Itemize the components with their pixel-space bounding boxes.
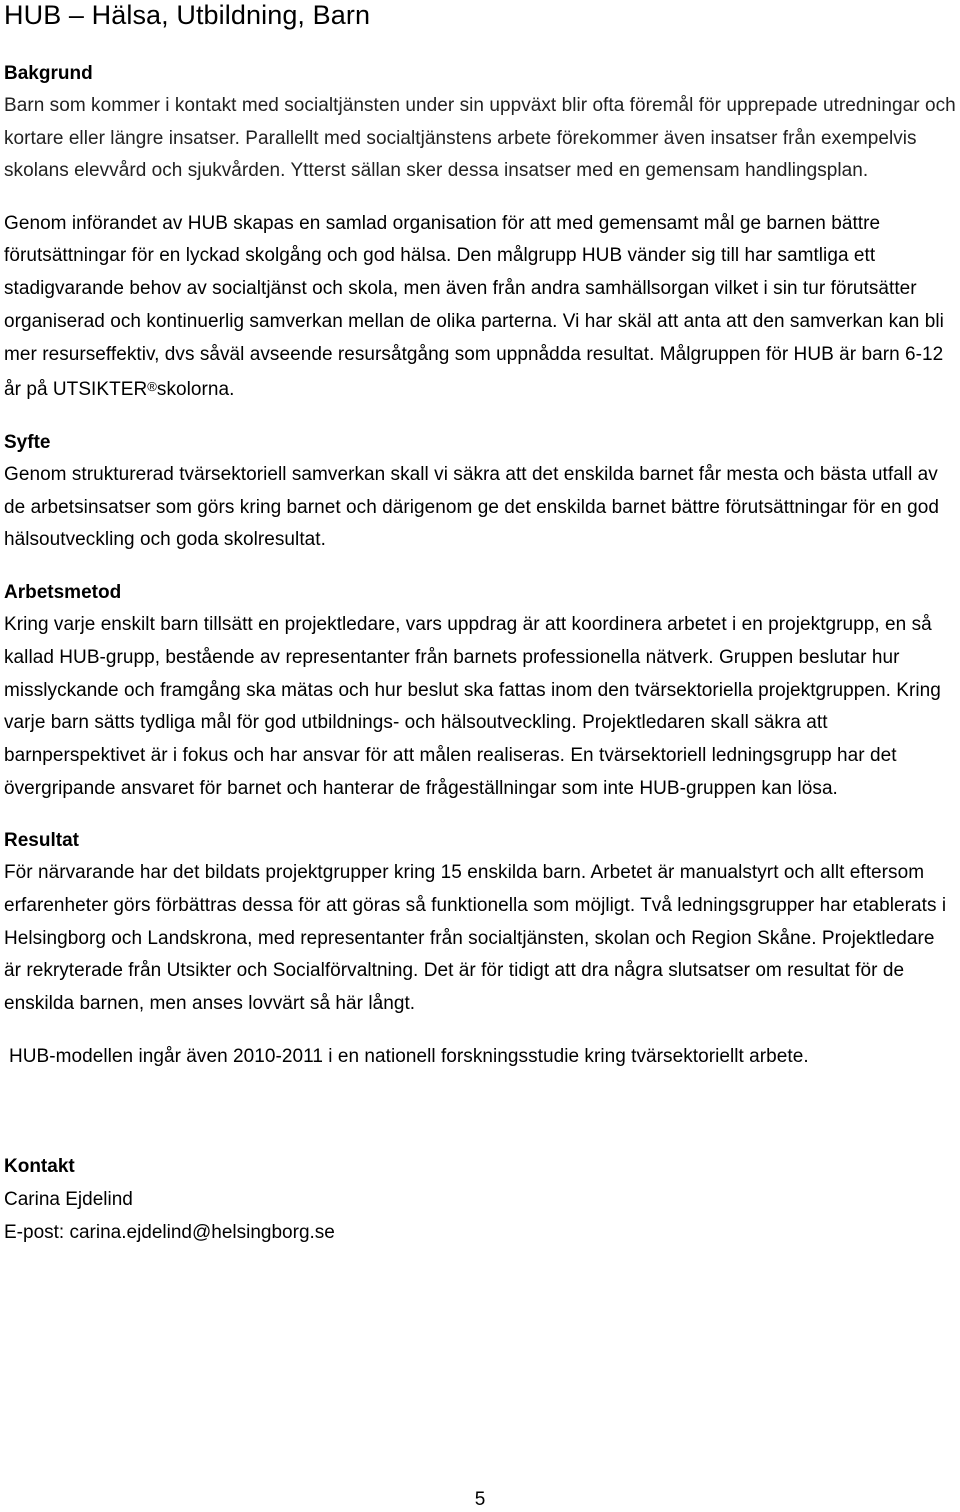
research-study-note: HUB-modellen ingår även 2010-2011 i en nationell forskningsstudie kring tvärsektoriellt arbete. <box>9 1045 809 1067</box>
result-paragraph: För närvarande har det bildats projektgrupper kring 15 enskilda barn. Arbetet är manualstyrt och allt eftersom erfarenheter görs förbättras dessa för att göras så funktionella som möjligt. Två ledningsgrupper har etablerats i Helsingborg och Landskrona, med representanter från socialtjänsten, skolan och Region Skåne. Projektledare är rekryterade från Utsikter och Socialförvaltning. Det är för tidigt att dra några slutsatser om resultat för de enskilda barnen, men anses lovvärt så här långt. <box>4 862 947 1015</box>
method-heading: Arbetsmetod <box>4 582 122 604</box>
background-heading: Bakgrund <box>4 63 93 84</box>
spacer <box>4 30 956 57</box>
purpose-heading: Syfte <box>4 432 51 453</box>
spacer <box>4 407 956 426</box>
spacer <box>4 1074 956 1150</box>
background-section <box>4 57 956 407</box>
purpose-section <box>4 426 956 557</box>
background-hub-text: Genom införandet av HUB skapas en samlad organisation för att med gemensamt mål ge barnen bättre förutsättningar för en lyckad skolgång och god hälsa. Den målgrupp HUB vänder sig till har samtliga ett stadigvarande behov av socialtjänst och skola, men även från andra samhällsorgan vilket i sin tur förutsätter organiserad och kontinuerlig samverkan mellan de olika parterna. Vi har skäl att anta att den samverkan kan bli mer resurseffektiv, dvs såväl avseende resursåtgång som uppnådda resultat. Målgruppen för HUB är barn 6-12 år på UTSIKTER <box>4 212 944 401</box>
page-number: 5 <box>474 1489 486 1510</box>
method-section <box>4 576 956 805</box>
spacer <box>4 1021 956 1041</box>
result-section <box>4 824 956 1073</box>
background-intro-paragraph: Barn som kommer i kontakt med socialtjänsten under sin uppväxt blir ofta föremål för upprepade utredningar och kortare eller längre insatser. Parallellt med socialtjänstens arbete förekommer även insatser från exempelvis skolans elevvård och sjukvården. Ytterst sällan sker dessa insatser med en gemensam handlingsplan. <box>4 95 956 182</box>
registered-mark: ® <box>147 379 157 395</box>
spacer <box>4 805 956 824</box>
contact-heading: Kontakt <box>4 1155 75 1177</box>
background-hub-paragraph <box>4 208 956 407</box>
contact-email[interactable]: E-post: carina.ejdelind@helsingborg.se <box>4 1221 335 1243</box>
contact-section <box>4 1150 956 1249</box>
result-heading: Resultat <box>4 830 79 852</box>
background-hub-tail: skolorna. <box>156 379 235 401</box>
spacer <box>4 188 956 208</box>
document-title: HUB – Hälsa, Utbildning, Barn <box>4 0 371 30</box>
purpose-paragraph: Genom strukturerad tvärsektoriell samverkan skall vi säkra att det enskilda barnet får mesta och bästa utfall av de arbetsinsatser som görs kring barnet och därigenom ge det enskilda barnet bättre förutsättningar för en god hälsoutveckling och goda skolresultat. <box>4 464 939 551</box>
document-page <box>4 0 956 1249</box>
spacer <box>4 557 956 576</box>
method-paragraph: Kring varje enskilt barn tillsätt en projektledare, vars uppdrag är att koordinera arbetet i en projektgrupp, en så kallad HUB-grupp, bestående av representanter från barnets professionella nätverk. Gruppen beslutar hur misslyckande och framgång ska mätas och hur beslut ska fattas inom den tvärsektoriella projektgruppen. Kring varje barn sätts tydliga mål för god utbildnings- och hälsoutveckling. Projektledaren skall säkra att barnperspektivet är i fokus och har ansvar för att målen realiseras. En tvärsektoriell ledningsgrupp har det övergripande ansvaret för barnet och hanterar de frågeställningar som inte HUB-gruppen kan lösa. <box>4 614 941 799</box>
contact-name: Carina Ejdelind <box>4 1188 133 1210</box>
